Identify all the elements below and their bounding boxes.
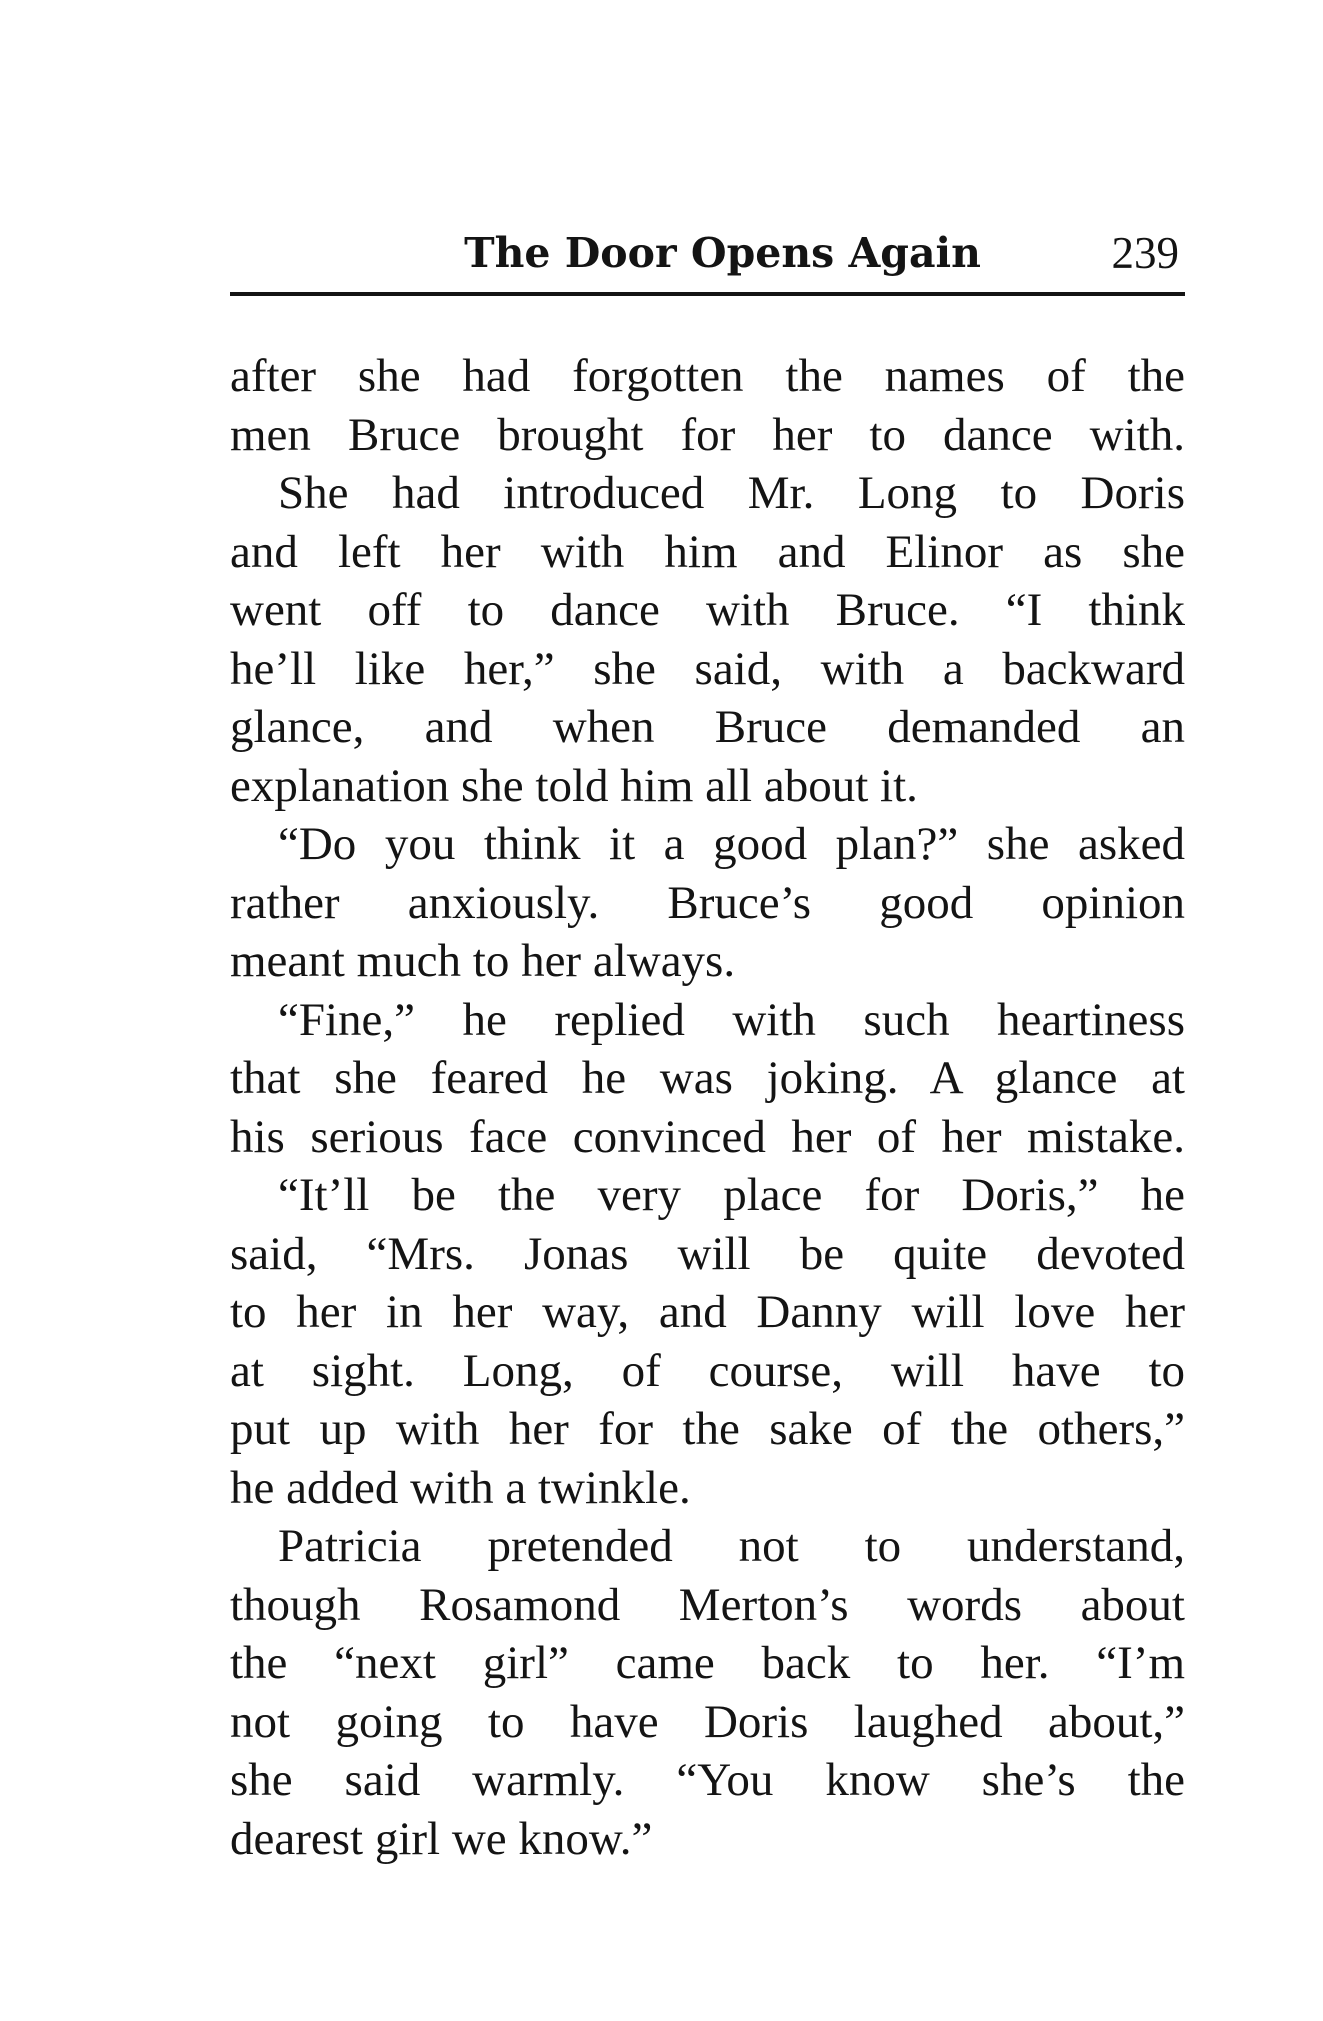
- text-line: his serious face convinced her of her mistake.: [230, 1110, 1185, 1163]
- text-line: put up with her for the sake of the others,”: [230, 1403, 1185, 1455]
- text-line: “Do you think it a good plan?” she asked: [278, 818, 1185, 870]
- text-line: the “next girl” came back to her. “I’m: [230, 1637, 1185, 1689]
- chapter-title: The Door Opens Again: [464, 229, 981, 277]
- text-line: he’ll like her,” she said, with a backward: [230, 642, 1185, 695]
- text-line: and left her with him and Elinor as she: [230, 525, 1185, 578]
- text-line: to her in her way, and Danny will love her: [230, 1286, 1185, 1338]
- text-line: men Bruce brought for her to dance with.: [230, 408, 1185, 461]
- text-line: went off to dance with Bruce. “I think: [230, 584, 1185, 636]
- text-line: after she had forgotten the names of the: [230, 350, 1185, 402]
- header-rule: [230, 292, 1185, 296]
- text-line: “Fine,” he replied with such heartiness: [278, 993, 1185, 1046]
- text-line: dearest girl we know.”: [230, 1812, 653, 1865]
- body-text: [230, 347, 1185, 1868]
- page-number: 239: [1111, 228, 1179, 278]
- text-line: explanation she told him all about it.: [230, 759, 918, 812]
- text-line: he added with a twinkle.: [230, 1461, 691, 1514]
- text-line: glance, and when Bruce demanded an: [230, 701, 1185, 753]
- text-line: that she feared he was joking. A glance at: [230, 1052, 1185, 1104]
- text-line: rather anxiously. Bruce’s good opinion: [230, 876, 1185, 929]
- running-head: [230, 218, 1185, 288]
- text-line: at sight. Long, of course, will have to: [230, 1344, 1185, 1397]
- text-line: though Rosamond Merton’s words about: [230, 1578, 1185, 1631]
- text-line: She had introduced Mr. Long to Doris: [278, 467, 1185, 519]
- text-line: not going to have Doris laughed about,”: [230, 1695, 1185, 1748]
- text-line: she said warmly. “You know she’s the: [230, 1754, 1185, 1806]
- text-line: “It’ll be the very place for Doris,” he: [278, 1169, 1185, 1221]
- text-line: said, “Mrs. Jonas will be quite devoted: [230, 1227, 1185, 1280]
- text-line: Patricia pretended not to understand,: [278, 1520, 1185, 1572]
- text-line: meant much to her always.: [230, 935, 736, 987]
